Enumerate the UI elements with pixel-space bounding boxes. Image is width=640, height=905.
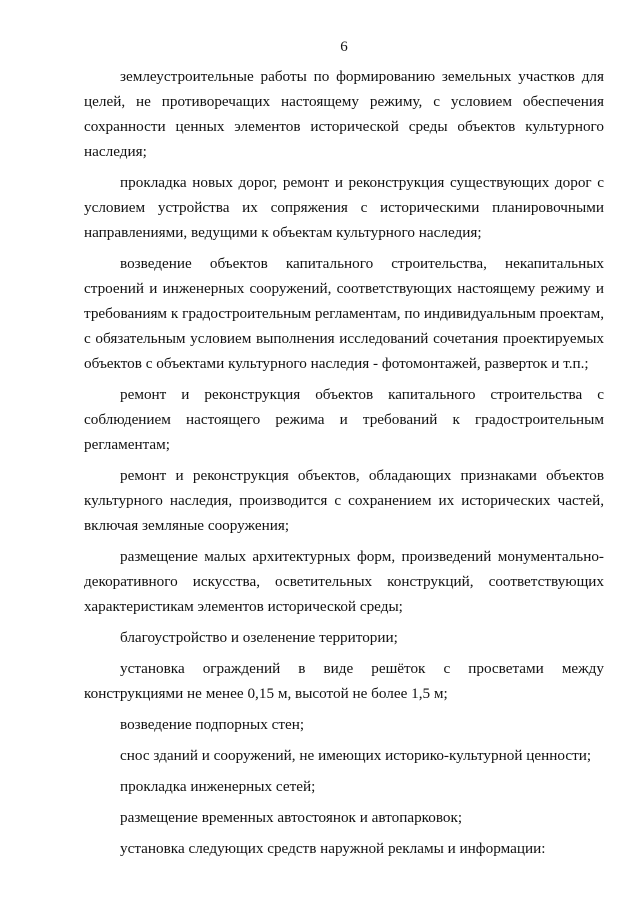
- paragraph-repair-capital: ремонт и реконструкция объектов капитального строительства с соблюдением настоящего режима и требований к градостроительным регламентам;: [84, 386, 604, 453]
- paragraph-landscaping: благоустройство и озеленение территории;: [120, 629, 398, 646]
- paragraph-retaining-walls: возведение подпорных стен;: [120, 716, 305, 733]
- paragraph-construction: возведение объектов капитального строительства, некапитальных строений и инженерных сооружений, соответствующих настоящему режиму и требованиям к градостроительным регламентам, по индивидуальным проектам, с обязательным условием выполнения исследований сочетания проектируемых объектов с объектами культурного наследия - фотомонтажей, разверток и т.п.;: [84, 255, 604, 372]
- paragraph-utilities: прокладка инженерных сетей;: [120, 778, 316, 795]
- paragraph-advertising: установка следующих средств наружной рекламы и информации:: [120, 840, 546, 857]
- paragraph-parking: размещение временных автостоянок и автопарковок;: [120, 809, 463, 826]
- paragraph-land-works: землеустроительные работы по формированию земельных участков для целей, не противоречащих настоящему режиму, с условием обеспечения сохранности ценных элементов исторической среды объектов культурного наследия;: [84, 68, 604, 160]
- paragraph-demolition: снос зданий и сооружений, не имеющих историко-культурной ценности;: [120, 747, 592, 764]
- paragraph-repair-heritage: ремонт и реконструкция объектов, обладающих признаками объектов культурного наследия, производится с сохранением их исторических частей, включая земляные сооружения;: [84, 467, 604, 534]
- paragraph-roads: прокладка новых дорог, ремонт и реконструкция существующих дорог с условием устройства их сопряжения с историческими планировочными направлениями, ведущими к объектам культурного наследия;: [84, 174, 604, 241]
- paragraph-small-forms: размещение малых архитектурных форм, произведений монументально-декоративного искусства, осветительных конструкций, соответствующих характеристикам элементов исторической среды;: [84, 548, 604, 615]
- page-number: 6: [340, 39, 348, 55]
- paragraph-fences: установка ограждений в виде решёток с просветами между конструкциями не менее 0,15 м, высотой не более 1,5 м;: [84, 660, 604, 702]
